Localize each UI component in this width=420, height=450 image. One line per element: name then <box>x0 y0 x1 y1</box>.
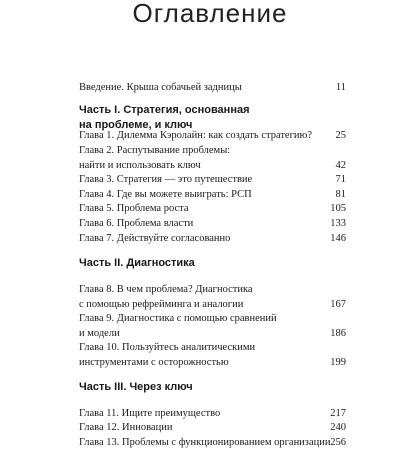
toc-entry-chapter-12 <box>79 420 346 435</box>
page-number: 146 <box>330 233 346 244</box>
page-number: 217 <box>330 408 346 419</box>
page-number: 42 <box>335 160 346 171</box>
page-title: Оглавление <box>132 0 288 28</box>
entry-title: Глава 13. Проблемы с функционированием организации <box>79 437 331 448</box>
page-number: 81 <box>335 189 346 200</box>
entry-title: Глава 5. Проблема роста <box>79 203 189 214</box>
toc-entry-chapter-2 <box>79 158 346 173</box>
toc-entry-chapter-2 <box>79 143 346 158</box>
toc-entry-chapter-9 <box>79 311 346 326</box>
entry-title: Глава 7. Действуйте согласованно <box>79 233 231 244</box>
part-1-heading: на проблеме, и ключ <box>79 119 193 131</box>
page-number: 186 <box>330 328 346 339</box>
toc-entry-chapter-9 <box>79 326 346 341</box>
entry-title: найти и использовать ключ <box>79 160 201 171</box>
toc-entry-intro <box>79 80 346 95</box>
page-number: 167 <box>330 299 346 310</box>
entry-title: Глава 11. Ищите преимущество <box>79 408 221 419</box>
entry-title: Глава 3. Стратегия — это путешествие <box>79 174 253 185</box>
entry-title: с помощью рефрейминга и аналогии <box>79 299 244 310</box>
toc-entry-chapter-13 <box>79 435 346 450</box>
toc-entry-chapter-6 <box>79 216 346 231</box>
entry-title: инструментами с осторожностью <box>79 357 229 368</box>
entry-title: Глава 10. Пользуйтесь аналитическими <box>79 342 256 353</box>
toc-entry-chapter-8 <box>79 282 346 297</box>
page-number: 25 <box>335 130 346 141</box>
entry-title: Глава 2. Распутывание проблемы: <box>79 145 231 156</box>
toc-entry-chapter-1 <box>79 128 346 143</box>
page-number: 199 <box>330 357 346 368</box>
page-number: 105 <box>330 203 346 214</box>
toc-entry-chapter-10 <box>79 340 346 355</box>
page-number: 71 <box>335 174 346 185</box>
toc-entry-chapter-4 <box>79 187 346 202</box>
toc-entry-chapter-3 <box>79 172 346 187</box>
page-number: 240 <box>330 422 346 433</box>
toc-entry-chapter-7 <box>79 231 346 246</box>
page-number: 11 <box>335 82 346 93</box>
page-number: 133 <box>330 218 346 229</box>
part-3-heading: Часть III. Через ключ <box>79 381 193 393</box>
entry-title: Глава 12. Инновации <box>79 422 173 433</box>
part-1-heading: Часть I. Стратегия, основанная <box>79 104 250 116</box>
part-2-heading: Часть II. Диагностика <box>79 257 195 269</box>
entry-title: Глава 9. Диагностика с помощью сравнений <box>79 313 277 324</box>
entry-title: Глава 1. Дилемма Кэролайн: как создать стратегию? <box>79 130 313 141</box>
page-number: 256 <box>330 437 346 448</box>
toc-entry-chapter-8 <box>79 297 346 312</box>
toc-entry-chapter-11 <box>79 406 346 421</box>
entry-title: Глава 6. Проблема власти <box>79 218 194 229</box>
entry-title: Введение. Крыша собачьей задницы <box>79 82 242 93</box>
entry-title: и модели <box>79 328 120 339</box>
entry-title: Глава 4. Где вы можете выиграть: РСП <box>79 189 252 200</box>
toc-entry-chapter-5 <box>79 201 346 216</box>
entry-title: Глава 8. В чем проблема? Диагностика <box>79 284 253 295</box>
toc-entry-chapter-10 <box>79 355 346 370</box>
